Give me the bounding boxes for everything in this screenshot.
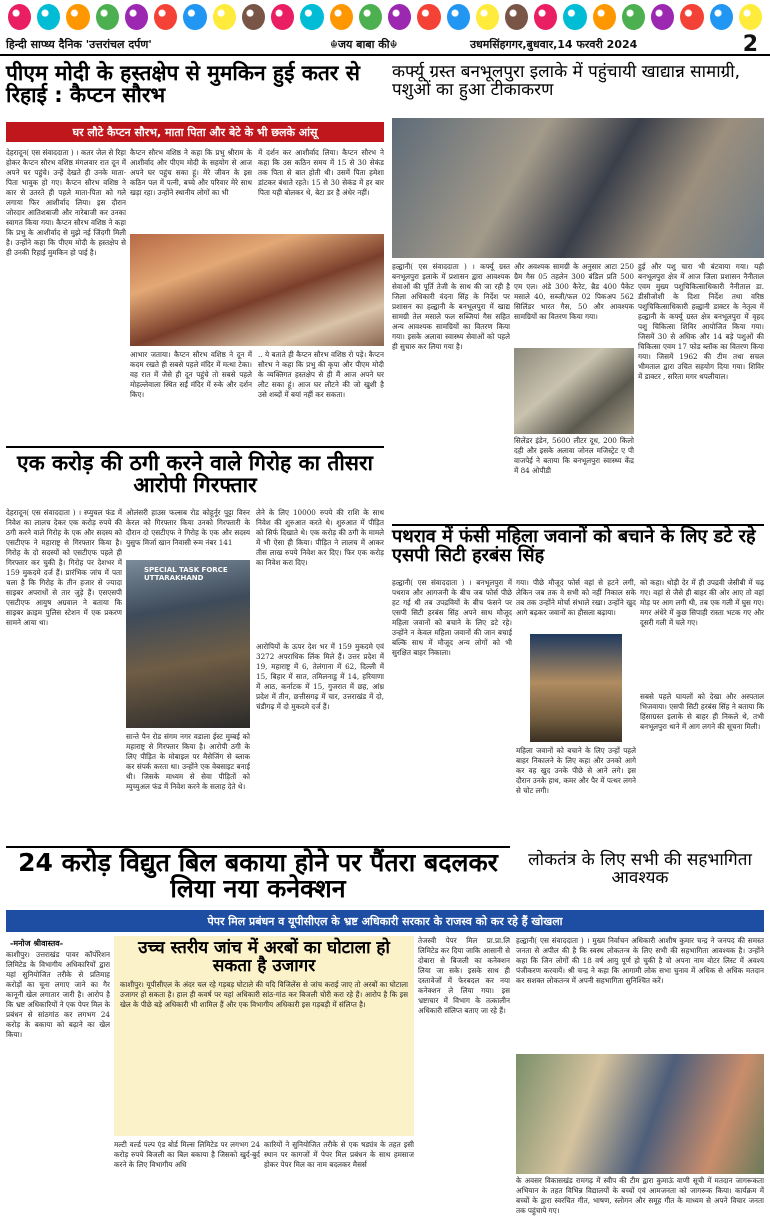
decorative-dot [563, 4, 586, 30]
story5-inset-box [114, 936, 414, 1136]
story3-col2: ओलंसरी हाउस फल्सब रोड कोहूर्नूर पुट्टा विरुर केरल को गिरफ्तार किया उनको गिरफ्तारी के दौरान दो एसटीएफ ने गिरोह के एक और सदस्य युसुफ मिर्जा खान निवासी रूम नंबर 141 [126, 508, 250, 547]
story2-col2b: सिलेंडर इंडेन, 5600 लीटर दूध, 200 किलो दही और इसके अलावा जोनल मजिस्ट्रेट ए पी वाजपेई ने बताया कि बनभूलपुरा स्वास्थ्य केंद्र में 84 ओपीडी [514, 436, 634, 475]
story3-headline: एक करोड़ की ठगी करने वाले गिरोह का तीसरा आरोपी गिरफ्तार [16, 451, 373, 498]
story2-col1: हल्द्वानी( एस संवाददाता ) । कर्फ्यू ग्रस्त बनभूलपुरा इलाके में प्रशासन द्वारा आवश्यक सेवाओं की पूर्ति तेजी के साथ की जा रही है जिला अधिकारी वंदना सिंह के निर्देश पर प्रशासन का हल्द्वानी के बनभूलपुरा में खाद्य सामग्री तेल मसाले फल सब्जियां गैस सहित अन्य आवश्यक सामग्रियों का वितरण किया गया। इसके अलावा स्वास्थ्य सेवाओं को पहले ही सुचारु कर लिया गया है। [392, 262, 510, 351]
story6-text2: के अवसर विकासखंड रामगढ़ में स्वीप की टीम द्वारा कुमाऊं वाणी सूची में मतदान जागरूकता अभियान के तहत विभिन्न विद्यालयों के बच्चों एवं आमजनता को जागरूक किया। कार्यक्रम में बच्चों के द्वारा स्वरचित गीत, भाषण, स्लोगन और समूह गीत के माध्यम से अपने विचार जनता तक पहुंचाये गए। [516, 1176, 764, 1215]
story5-col4: तेजस्वी पेपर मिल प्रा.प्रा.लि लिमिटेड कर दिया जाकि आसानी से दोबारा से बिजली का कनेक्शन लिया जा सके। इसके साथ ही दस्तावेजों में फेरबदल कर नया कनेक्शन ले लिया गया। इस भ्रष्टाचार में विभाग के तत्कालीन अधिकारी संलिप्त बताए जा रहे हैं। [418, 936, 510, 1015]
story5-headline: 24 करोड़ विद्युत बिल बकाया होने पर पैंतरा बदलकर लिया नया कनेक्शन [18, 848, 498, 904]
story4-col3: को कहा। थोड़ी देर में ही उपद्रवी जेसीबी में चढ़ गए। वहां से जैसे ही बाहर की ओर आए तो वहां मोड़ पर आग लगी थी, तब एक गली में घुस गए। मगर अंधेरे में कुछ सिपाही रास्ता भटक गए और दूसरी गली में चले गए। [640, 578, 764, 627]
story2-col3: हुई और पशु चारा भी बंटवाया गया। यही बनभूलपुरा क्षेत्र में आज जिला प्रशासन नैनीताल एवम मुख्य पशुचिकित्साधिकारी नैनीताल डा. डीसीजोशी के दिशा निर्देश तथा वरिष्ठ पशुचिकित्साधिकारी हल्द्वानी डाक्टर के नेतृत्व में हल्द्वानी के कर्फ्यू ग्रस्त क्षेत्र बनभूलपुरा में वृहद पशु चिकित्सा शिविर आयोजित किया गया। जिसमें 30 से अधिक और 14 बड़े पशुओं की चिकित्सा एवम 17 फोड ब्लॉक का वितरण किया गया। जिसमें 1962 की टीम तथा सचल भीमताल द्वारा उचित सहयोग दिया गया। शिविर में डाक्टर , सरिता मगर थपलीयाल। [638, 262, 764, 381]
story2-headline: कर्फ्यू ग्रस्त बनभूलपुरा इलाके में पहुंचायी खाद्यान्न सामाग्री, पशुओं का हुआ टीकाकरण [392, 62, 741, 100]
story5-col1: काशीपुर। उत्तराखंड पावर कॉर्पोरेशन लिमिटेड के विभागीय अधिकारियों द्वारा यहां सुनियोजित तरीके से प्रतिमाह करोड़ों का चूना लगाए जाने का गैर कानूनी खेल लगातार जारी है। आरोप है कि भ्रष्ट अधिकारियों ने एक पेपर मिल के प्रबंधन से सांठगांठ कर लगभग 24 करोड़ के बकाया को बढ़ाने का खेल किया। [6, 950, 110, 1039]
decorative-dot [154, 4, 177, 30]
decorative-dot [8, 4, 31, 30]
decorative-dot [476, 4, 499, 30]
story1-col3: में दर्शन कर आशीर्वाद लिया। कैप्टन सौरभ ने कहा कि उस कठिन समय में 15 से 30 सेकंड तक पिता से बात होती थी। उसमें पिता हमेशा डांटकर बंधाते रहते। 15 से 30 सेकंड में हर बार पिता यही बोलकर थे, बेटा डर है अंधेर नहीं। [258, 148, 384, 197]
inset-text: काशीपुर। यूपीसीएल के अंदर चल रहे गड़बड़ घोटाले की यदि विजिलेंस से जांच कराई जाए तो अरबों का घोटाला उजागर हो सकता है। हाल ही कवर्ष पर यहां अधिकारी सांठ-गांठ कर बिजली चोरी करा रहे हैं। आरोप है कि इस खेल के पीछे बड़े अधिकारी भी शामिल हैं और एक विभागीय अधिकारी इस गड़बड़ी में संलिप्त है। [120, 979, 408, 1009]
story4-col2: गया। पीछे मौजूद फोर्स वहां से हटने लगी, लेकिन जब तक वे सभी को नहीं निकाल सके तब तक उन्होंने मोर्चा संभाले रखा। उन्होंने खुद आगे बढ़कर जवानों का हौसला बढ़ाया। [516, 578, 636, 617]
masthead-motto: ☬जय बाबा की☬ [330, 37, 398, 51]
captain-saurabh-photo [130, 234, 384, 346]
sp-harbans-singh-photo [530, 634, 622, 742]
voter-awareness-photo [516, 1054, 764, 1174]
story4-col1: हल्द्वानी( एस संवाददाता ) । बनभूलपुरा में पथराव और आगजनी के बीच जब फोर्स पीछे हट गई थी तब उपद्रवियों के बीच फंसने पर एसपी सिटी हरबंस सिंह अपने साथ मौजूद महिला जवानों को बचाने के लिए डटे रहे। उन्होंने न केवल महिला जवानों की जान बचाई बल्कि साथ में मौजूद अन्य लोगों को भी सुरक्षित बाहर निकाला। [392, 578, 512, 657]
story2-col2: और अवश्यक सामग्री के अनुसार आटा 250 ग्रैम गैस 05 तहलेन 300 बंडिल प्रति 500 एम एल। अंडे 300 कैरेट, ब्रैड 400 पैकेट मसाले 40, सब्जी/फल 02 पिकअप 562 सिलिंडर भारत गैस, 50 और आवश्यक सामग्रियों का वितरण किया गया। [514, 262, 634, 321]
decorative-dot [534, 4, 557, 30]
story1-col1: देहरादून( एस संवाददाता ) । कतर जेल से रिहा होकर कैप्टन सौरभ वशिष्ठ मंगलवार रात दून में अपने घर पहुंचे। उन्हें देखते ही उनके माता-पिता भावुक हो गए। कैप्टन सौरभ वशिष्ठ ने कार से उतरते ही पहले माता-पिता को गले लगाया फिर आशीर्वाद लिया। इस दौरान जोरदार आतिशबाजी और नारेबाजी कर उनका स्वागत किया गया। कैप्टन सौरभ वशिष्ठ ने कहा कि प्रभु के आशीर्वाद से मुझे नई जिंदगी मिली है। उन्होंने कहा कि पीएम मोदी के हस्तक्षेप से ही उनकी रिहाई मुमकिन हो पाई है। [6, 148, 126, 257]
story6-text: हल्द्वानी( एस संवाददाता ) । मुख्य निर्वाचन अधिकारी आशीष कुमार चन्द्र ने जनपद की समस्त जनता से अपील की है कि स्वस्थ लोकतन्त्र के लिए सभी की सहभागिता आवश्यक है। उन्होंने कहा कि जिन लोगों की 18 वर्ष आयु पूर्ण हो चुकी है वो अपना नाम वोटर लिस्ट में अवश्य पंजीकरण करवायें। श्री चन्द्र ने कहा कि आगामी लोक सभा चुनाव में अधिक से अधिक मतदान कर सशक्त लोकतन्त्र में अपनी सहभागिता सुनिश्चित करें। [516, 936, 764, 985]
page-number: 2 [742, 32, 758, 57]
decorative-dot [37, 4, 60, 30]
decorative-dot [710, 4, 733, 30]
decorative-dot [330, 4, 353, 30]
decorative-dot [125, 4, 148, 30]
stf-arrest-photo [126, 560, 250, 728]
decorative-dot [359, 4, 382, 30]
decorative-dot [66, 4, 89, 30]
decorative-dot [622, 4, 645, 30]
decorative-dot [183, 4, 206, 30]
story3-col1: देहरादून( एस संवाददाता ) । स्प्युचल फंड में निवेश का लालच देकर एक करोड़ रुपये की ठगी करने वाले गिरोह के एक और सदस्य को एसटीएफ ने महाराष्ट्र से गिरफ्तार किया है। गिरोह के दो सदस्यों को एसटीएफ पहले ही गिरफ्तार कर चुकी है। गिरोह पर देशभर में 159 मुकदमे दर्ज हैं। प्रारंभिक जांच में पता चला है कि गिरोह के तीन हजार से ज्यादा साइबर अपराधों से तार जुड़े हैं। एसएसपी एसटीएफ आयुष अग्रवाल ने बताया कि साइबर क्राइम पुलिस स्टेशन में एक प्रकरण सामने आया था। [6, 508, 122, 627]
decorative-dot [271, 4, 294, 30]
story5-byline: -मनोज श्रीवास्तव- [10, 939, 64, 948]
story1-col2b: आभार जताया। कैप्टन सौरभ वशिष्ठ ने दून में कदम रखते ही सबसे पहले मंदिर में मत्था टेका। वह रात में जैसे ही दून पहुंचे तो सबसे पहले मोहल्लेवाला स्थित सईं मंदिर में रुके और दर्शन किए। [130, 350, 252, 399]
story3-col3: लेने के लिए 10000 रुपये की राशि के साथ निवेश की शुरुआत करते थे। शुरुआत में पीड़ित को सिर्फ दिखाते थे। एक करोड़ की ठगी के मामले में भी ऐसा ही किया। पीड़ित ने लालच में आकर तीस लाख रुपये निवेश कर दिए। फिर एक करोड़ का निवेश करा दिए। [256, 508, 384, 567]
story1-col3b: .. ये बताते ही कैप्टन सौरभ वशिष्ठ रो पड़े। कैप्टन सौरभ ने कहा कि प्रभु की कृपा और पीएम मोदी के व्यक्तिगत हस्तक्षेप से ही मैं आज अपने घर लौट सका हूं। आज घर लौटने की जो खुशी है उसे शब्दों में बयां नहीं कर सकता। [258, 350, 384, 399]
decorative-dot [417, 4, 440, 30]
story6-headline: लोकतंत्र के लिए सभी की सहभागिता आवश्यक [528, 850, 752, 888]
story5-subhead: पेपर मिल प्रबंधन व यूपीसीएल के भ्रष्ट अधिकारी सरकार के राजस्व को कर रहे हैं खोखला [6, 910, 764, 932]
decorative-dot [242, 4, 265, 30]
decorative-dot [505, 4, 528, 30]
decorative-dot [651, 4, 674, 30]
stf-banner-text: SPECIAL TASK FORCE UTTARAKHAND [144, 566, 228, 582]
decorative-dot [447, 4, 470, 30]
paper-name: हिन्दी साप्ध्य दैनिक 'उत्तरांचल दर्पण' [6, 37, 152, 51]
decorative-dot [739, 4, 762, 30]
story5-col3: कारियों ने सुनियोजित तरीके से एक षड्यंत्र के तहत इसी स्थान पर कागजों में पेपर मिल प्रबंधन के साथ हमसाज होकर पेपर मिल का नाम बदलकर मैसर्स [264, 1140, 414, 1169]
masthead-date: उधमसिंहगगर,बुधवार,14 फरवरी 2024 [470, 37, 638, 51]
story1-headline: पीएम मोदी के हस्तक्षेप से मुमकिन हुई कतर से रिहाई : कैप्टन सौरभ [6, 61, 360, 108]
decorative-dot [680, 4, 703, 30]
story3-col3b: आरोपियों के ऊपर देश भर में 159 मुकदमे एवं 3272 अपराधिक लिंक मिले हैं। उत्तर प्रदेश में 19, महाराष्ट्र में 6, तेलंगाना में 62, दिल्ली में 15, बिहार में सात, तमिलनाडु में 14, हरियाणा में आठ, कर्नाटक में 15, गुजरात में छह, आंध्र प्रदेश में तीन, छत्तीसगढ़ में चार, उत्तराखंड में दो, चंडीगढ़ में दो मुकदमे दर्ज हैं। [256, 642, 384, 711]
story5-col2: मल्टी वर्ल्ड पल्प एंड बोर्ड मिल्स लिमिटेड पर लगभग 24 करोड़ रुपये बिजली का बिल बकाया है जिसको खुर्द-बुर्द करने के लिए विभागीय अधि [114, 1140, 260, 1169]
decorative-dot [593, 4, 616, 30]
masthead [0, 34, 770, 56]
relief-goods-photo [514, 348, 634, 434]
decorative-dot-strip [0, 0, 770, 34]
section-divider [6, 446, 384, 448]
decorative-dot [388, 4, 411, 30]
story4-headline: पथराव में फंसी महिला जवानों को बचाने के लिए डटे रहे एसपी सिटी हरबंस सिंह [392, 526, 756, 566]
story1-col2: कैप्टन सौरभ वशिष्ठ ने कहा कि प्रभु श्रीराम के आशीर्वाद और पीएम मोदी के सहयोग से आज अपने घर पहुंच सका हूं। मेरे जीवन के इस कठिन पल में पत्नी, बच्चे और परिवार मेरे साथ खड़ा रहा। उन्होंने स्थानीय लोगों का भी [130, 148, 252, 197]
story3-col2b: सान्ते पैन रोड संगम नगर वडाला ईस्ट मुम्बई को महाराष्ट्र से गिरफ्तार किया है। आरोपी ठगी के लिए पीड़ित के मोबाइल पर मैसेजिंग से ब्लाक कर संपर्क करता था। उन्होंने एक वेबसाइट बनाई थी। जिसके माध्यम से सेवा पीड़ितों को म्युच्युअल फंड में निवेश करने के सलाह देते थे। [126, 732, 250, 791]
decorative-dot [300, 4, 323, 30]
relief-distribution-photo [392, 118, 764, 258]
inset-headline: उच्च स्तरीय जांच में अरबों का घोटाला हो सकता है उजागर [138, 938, 390, 976]
story4-col3b: सबसे पहले घायलों को देखा और अस्पताल भिजवाया। एसपी सिटी हरबंस सिंह ने बताया कि हिंसाग्रस्त इलाके से बाहर ही निकले थे, तभी बनभूलपुरा थाने में आग लगने की सूचना मिली। [640, 692, 764, 731]
story1-subhead: घर लौटे कैप्टन सौरभ, माता पिता और बेटे के भी छलके आंसू [6, 122, 384, 142]
decorative-dot [96, 4, 119, 30]
decorative-dot [213, 4, 236, 30]
story4-col2b: महिला जवानों को बचाने के लिए उन्हों पहले बाहर निकालने के लिए कहा और उनको आगे कर वह खुद उनके पीछे से आने लगे। इस दौरान उनके हाथ, कमर और पैर में पत्थर लगने से चोट लगी। [516, 746, 636, 795]
